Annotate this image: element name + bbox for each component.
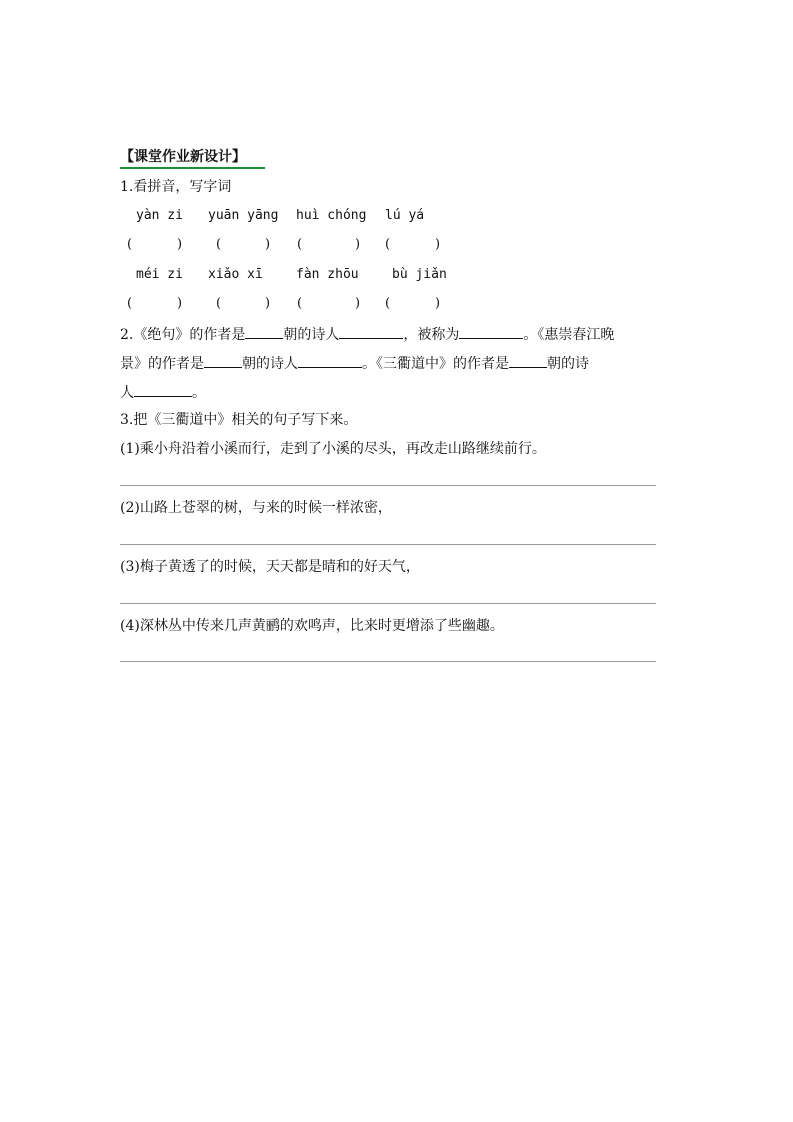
q2-text: 2.《绝句》的作者是 xyxy=(120,327,246,343)
answer-line-2[interactable] xyxy=(120,544,656,545)
answer-paren-open: ( xyxy=(127,296,133,311)
answer-line-1[interactable] xyxy=(120,485,656,486)
section-title-underline xyxy=(120,167,265,169)
answer-line-3[interactable] xyxy=(120,603,656,604)
q2-text: 朝的诗人 xyxy=(242,356,298,372)
q2-line-2 xyxy=(120,353,589,373)
q2-line-1 xyxy=(120,324,614,344)
q2-line-3 xyxy=(120,382,206,402)
q3-prompt: 3.把《三衢道中》相关的句子写下来。 xyxy=(120,412,358,428)
answer-paren-close: ) xyxy=(265,237,271,252)
answer-paren-open: ( xyxy=(385,237,391,252)
fill-blank-dynasty[interactable] xyxy=(509,353,547,368)
answer-line-4[interactable] xyxy=(120,661,656,662)
answer-paren-open: ( xyxy=(216,237,222,252)
q1-prompt: 1.看拼音，写字词 xyxy=(120,179,232,195)
pinyin-huichong: huì chóng xyxy=(296,208,367,223)
answer-paren-close: ) xyxy=(435,237,441,252)
q2-text: 朝的诗 xyxy=(547,356,589,372)
section-title: 【课堂作业新设计】 xyxy=(120,149,246,165)
pinyin-luya: lú yá xyxy=(385,208,425,223)
q3-item-1: (1)乘小舟沿着小溪而行，走到了小溪的尽头，再改走山路继续前行。 xyxy=(120,441,546,457)
answer-paren-open: ( xyxy=(297,296,303,311)
answer-paren-open: ( xyxy=(216,296,222,311)
answer-paren-open: ( xyxy=(127,237,133,252)
answer-paren-open: ( xyxy=(297,237,303,252)
fill-blank-title[interactable] xyxy=(459,324,523,339)
answer-paren-close: ) xyxy=(435,296,441,311)
fill-blank-poet[interactable] xyxy=(339,324,403,339)
q2-text: 。《三衢道中》的作者是 xyxy=(362,356,509,372)
q2-text: 人 xyxy=(120,385,134,401)
answer-paren-close: ) xyxy=(177,237,183,252)
pinyin-xiaoxi: xiǎo xī xyxy=(208,267,263,282)
fill-blank-poet[interactable] xyxy=(298,353,362,368)
pinyin-fanzhou: fàn zhōu xyxy=(296,267,359,282)
q3-item-2: (2)山路上苍翠的树，与来的时候一样浓密， xyxy=(120,500,392,516)
answer-paren-close: ) xyxy=(265,296,271,311)
fill-blank-poet[interactable] xyxy=(134,382,192,397)
q2-text: 。 xyxy=(192,385,206,401)
answer-paren-open: ( xyxy=(385,296,391,311)
q2-text: ，被称为 xyxy=(403,327,460,343)
answer-paren-close: ) xyxy=(177,296,183,311)
fill-blank-dynasty[interactable] xyxy=(245,324,283,339)
pinyin-yanzi: yàn zi xyxy=(136,208,183,223)
answer-paren-close: ) xyxy=(355,296,361,311)
q2-text: 景》的作者是 xyxy=(120,356,204,372)
pinyin-meizi: méi zi xyxy=(136,267,183,282)
pinyin-yuanyang: yuān yāng xyxy=(208,208,279,223)
answer-paren-close: ) xyxy=(355,237,361,252)
pinyin-bujian: bù jiǎn xyxy=(392,267,447,282)
q3-item-3: (3)梅子黄透了的时候，天天都是晴和的好天气， xyxy=(120,559,420,575)
q3-item-4: (4)深林丛中传来几声黄鹂的欢鸣声，比来时更增添了些幽趣。 xyxy=(120,618,504,634)
fill-blank-dynasty[interactable] xyxy=(204,353,242,368)
q2-text: 朝的诗人 xyxy=(283,327,340,343)
q2-text: 。《惠崇春江晚 xyxy=(523,327,615,343)
